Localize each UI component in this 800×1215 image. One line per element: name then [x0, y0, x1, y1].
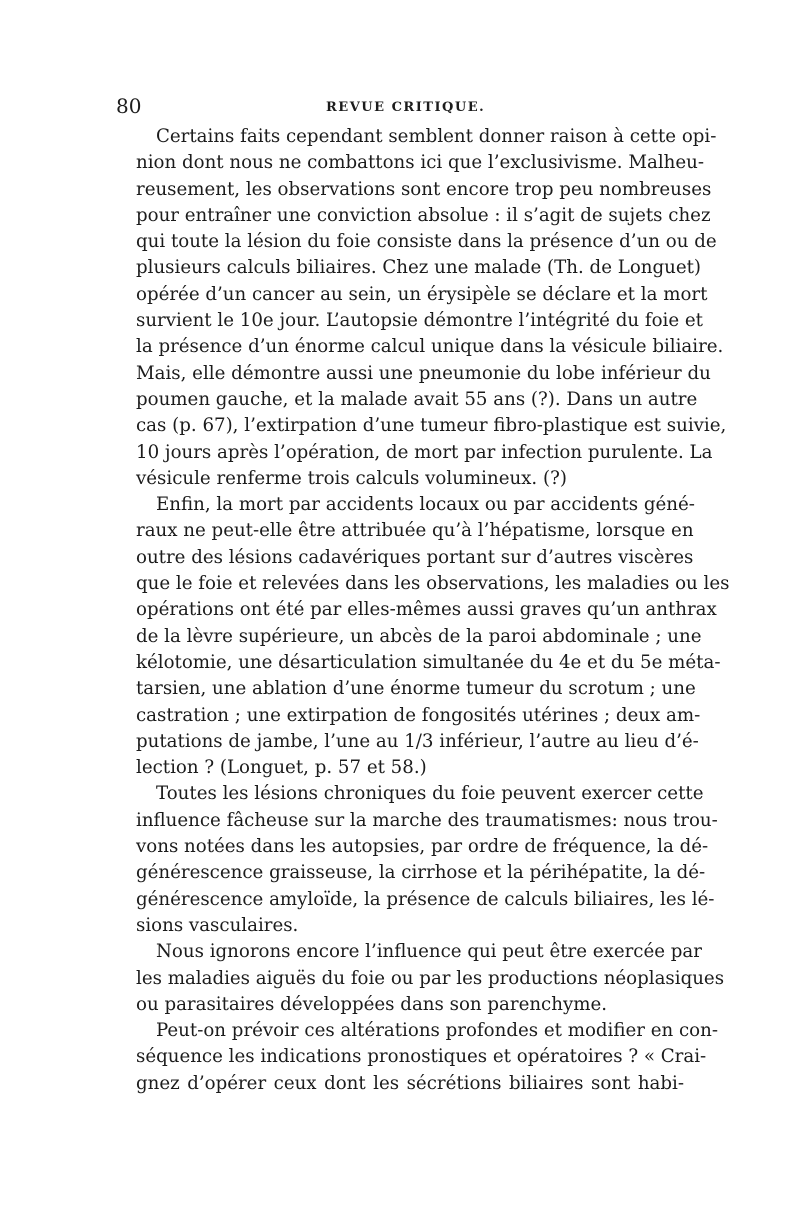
text-line: Enfin, la mort par accidents locaux ou par accidents géné-: [156, 494, 695, 516]
paragraph: [116, 781, 718, 939]
text-line: castration ; une extirpation de fongosités utérines ; deux am-: [136, 704, 701, 726]
text-line: gnez d’opérer ceux dont les sécrétions biliaires sont habi-: [136, 1072, 684, 1094]
book-page: [116, 92, 730, 1097]
text-line: séquence les indications pronostiques et opératoires ? « Crai-: [136, 1046, 707, 1068]
text-line: sions vasculaires.: [136, 914, 299, 936]
text-line: les maladies aiguës du foie ou par les productions néoplasiques: [136, 967, 725, 989]
page-number: 80: [116, 94, 142, 118]
text-line: Certains faits cependant semblent donner raison à cette opi-: [156, 126, 717, 147]
text-line: générescence amyloïde, la présence de calculs biliaires, les lé-: [136, 888, 715, 910]
paragraph: [116, 1018, 718, 1097]
text-line: nion dont nous ne combattons ici que l’exclusivisme. Malheu-: [136, 152, 704, 174]
text-line: kélotomie, une désarticulation simultanée du 4e et du 5e méta-: [136, 651, 721, 673]
text-line: raux ne peut-elle être attribuée qu’à l’hépatisme, lorsque en: [136, 520, 694, 542]
running-header: [116, 92, 684, 122]
text-line: plusieurs calculs biliaires. Chez une malade (Th. de Longuet): [136, 257, 702, 279]
text-line: pour entraîner une conviction absolue : il s’agit de sujets chez: [136, 204, 711, 226]
text-line: qui toute la lésion du foie consiste dans la présence d’un ou de: [136, 231, 717, 253]
text-line: Peut-on prévoir ces altérations profondes et modifier en con-: [156, 1020, 718, 1042]
text-line: de la lèvre supérieure, un abcès de la paroi abdominale ; une: [136, 625, 702, 647]
text-line: outre des lésions cadavériques portant sur d’autres viscères: [136, 546, 694, 568]
text-line: tarsien, une ablation d’une énorme tumeur du scrotum ; une: [136, 678, 696, 700]
paragraph: [116, 492, 730, 781]
text-line: vésicule renferme trois calculs volumineux. (?): [136, 467, 567, 489]
text-line: Nous ignorons encore l’influence qui peut être exercée par: [156, 941, 702, 963]
text-line: influence fâcheuse sur la marche des traumatismes: nous trou-: [136, 809, 718, 831]
paragraph: [116, 124, 727, 492]
text-line: que le foie et relevées dans les observations, les maladies ou les: [136, 573, 730, 595]
text-line: opérations ont été par elles-mêmes aussi graves qu’un anthrax: [136, 599, 717, 621]
text-line: Mais, elle démontre aussi une pneumonie du lobe inférieur du: [136, 362, 711, 384]
body-text: [116, 124, 730, 1097]
running-title: REVUE CRITIQUE.: [326, 100, 486, 115]
paragraph: [116, 939, 725, 1018]
text-line: putations de jambe, l’une au 1/3 inférieur, l’autre au lieu d’é-: [136, 730, 699, 752]
text-line: ou parasitaires développées dans son parenchyme.: [136, 993, 608, 1015]
text-line: 10 jours après l’opération, de mort par infection purulente. La: [136, 441, 713, 463]
text-line: opérée d’un cancer au sein, un érysipèle se déclare et la mort: [136, 283, 708, 305]
text-line: survient le 10e jour. L’autopsie démontre l’intégrité du foie et: [136, 310, 703, 332]
text-line: cas (p. 67), l’extirpation d’une tumeur fibro-plastique est suivie,: [136, 415, 727, 437]
text-line: générescence graisseuse, la cirrhose et la périhépatite, la dé-: [136, 862, 706, 884]
text-line: Toutes les lésions chroniques du foie peuvent exercer cette: [156, 783, 704, 805]
text-line: la présence d’un énorme calcul unique dans la vésicule biliaire.: [136, 336, 724, 358]
text-line: lection ? (Longuet, p. 57 et 58.): [136, 757, 427, 779]
text-line: poumen gauche, et la malade avait 55 ans (?). Dans un autre: [136, 388, 698, 410]
text-line: reusement, les observations sont encore trop peu nombreuses: [136, 178, 712, 200]
text-line: vons notées dans les autopsies, par ordre de fréquence, la dé-: [136, 836, 709, 858]
